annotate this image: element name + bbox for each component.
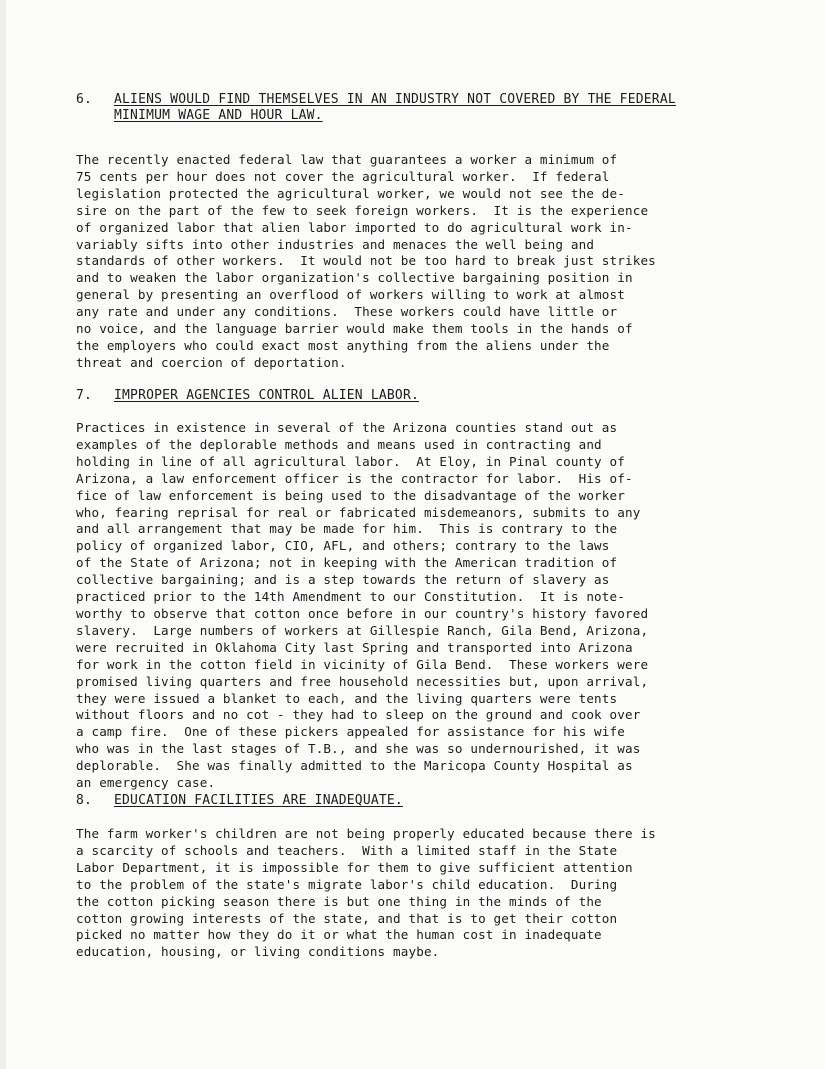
section-title: EDUCATION FACILITIES ARE INADEQUATE. [114, 793, 403, 808]
text-line: variably sifts into other industries and menaces the well being and [76, 236, 595, 252]
text-line: policy of organized labor, CIO, AFL, and others; contrary to the laws [76, 538, 610, 554]
text-line: standards of other workers. It would not be too hard to break just strikes [76, 253, 656, 269]
section-number: 8. [76, 793, 93, 808]
section-heading [76, 388, 796, 404]
section-6 [76, 92, 796, 372]
text-line: threat and coercion of deportation. [76, 354, 347, 370]
text-line: cotton growing interests of the state, and that is to get their cotton [76, 910, 618, 926]
text-line: Practices in existence in several of the Arizona counties stand out as [76, 420, 618, 435]
text-line: collective bargaining; and is a step towards the return of slavery as [76, 572, 610, 588]
text-line: an emergency case. [76, 775, 216, 791]
section-8 [76, 793, 796, 961]
text-line: they were issued a blanket to each, and the living quarters were tents [76, 690, 618, 706]
text-line: worthy to observe that cotton once before in our country's history favored [76, 605, 649, 621]
section-body [76, 420, 796, 792]
section-title: ALIENS WOULD FIND THEMSELVES IN AN INDUSTRY NOT COVERED BY THE FEDERAL MINIMUM WAGE AND HOUR LAW. [114, 92, 676, 123]
text-line: any rate and under any conditions. These workers could have little or [76, 304, 618, 320]
text-line: who, fearing reprisal for real or fabricated misdemeanors, submits to any [76, 504, 641, 520]
section-number: 7. [76, 388, 93, 403]
text-line: 75 cents per hour does not cover the agricultural worker. If federal [76, 168, 610, 184]
text-line: holding in line of all agricultural labor. At Eloy, in Pinal county of [76, 453, 625, 469]
text-line: for work in the cotton field in vicinity of Gila Bend. These workers were [76, 656, 649, 672]
text-line: practiced prior to the 14th Amendment to our Constitution. It is note- [76, 589, 625, 605]
text-line: of the State of Arizona; not in keeping with the American tradition of [76, 555, 618, 571]
text-line: no voice, and the language barrier would make them tools in the hands of [76, 321, 633, 337]
text-line: The recently enacted federal law that guarantees a worker a minimum of [76, 152, 618, 167]
text-line: education, housing, or living conditions maybe. [76, 944, 440, 960]
text-line: Labor Department, it is impossible for them to give sufficient attention [76, 859, 633, 875]
section-heading [76, 92, 796, 124]
text-line: without floors and no cot - they had to sleep on the ground and cook over [76, 707, 641, 723]
text-line: of organized labor that alien labor imported to do agricultural work in- [76, 219, 633, 235]
text-line: general by presenting an overflood of workers willing to work at almost [76, 287, 625, 303]
section-body [76, 152, 796, 372]
text-line: the cotton picking season there is but one thing in the minds of the [76, 893, 602, 909]
text-line: slavery. Large numbers of workers at Gillespie Ranch, Gila Bend, Arizona, [76, 622, 649, 638]
text-line: who was in the last stages of T.B., and she was so undernourished, it was [76, 741, 641, 757]
text-line: fice of law enforcement is being used to the disadvantage of the worker [76, 487, 625, 503]
section-body [76, 826, 796, 961]
text-line: Arizona, a law enforcement officer is the contractor for labor. His of- [76, 470, 633, 486]
section-title: IMPROPER AGENCIES CONTROL ALIEN LABOR. [114, 388, 420, 403]
text-line: promised living quarters and free household necessities but, upon arrival, [76, 673, 649, 689]
section-number: 6. [76, 92, 93, 107]
text-line: The farm worker's children are not being properly educated because there is [76, 826, 656, 841]
section-heading [76, 793, 796, 809]
section-7 [76, 388, 796, 792]
text-line: sire on the part of the few to seek foreign workers. It is the experience [76, 202, 649, 218]
text-line: picked no matter how they do it or what the human cost in inadequate [76, 927, 602, 943]
text-line: legislation protected the agricultural worker, we would not see the de- [76, 185, 625, 201]
text-line: deplorable. She was finally admitted to the Maricopa County Hospital as [76, 758, 633, 774]
text-line: to the problem of the state's migrate labor's child education. During [76, 876, 618, 892]
text-line: a scarcity of schools and teachers. With a limited staff in the State [76, 842, 618, 858]
text-line: the employers who could exact most anything from the aliens under the [76, 337, 610, 353]
text-line: a camp fire. One of these pickers appealed for assistance for his wife [76, 724, 625, 740]
text-line: and to weaken the labor organization's collective bargaining position in [76, 270, 633, 286]
text-line: examples of the deplorable methods and means used in contracting and [76, 436, 602, 452]
text-line: were recruited in Oklahoma City last Spring and transported into Arizona [76, 639, 633, 655]
text-line: and all arrangement that may be made for him. This is contrary to the [76, 521, 618, 537]
